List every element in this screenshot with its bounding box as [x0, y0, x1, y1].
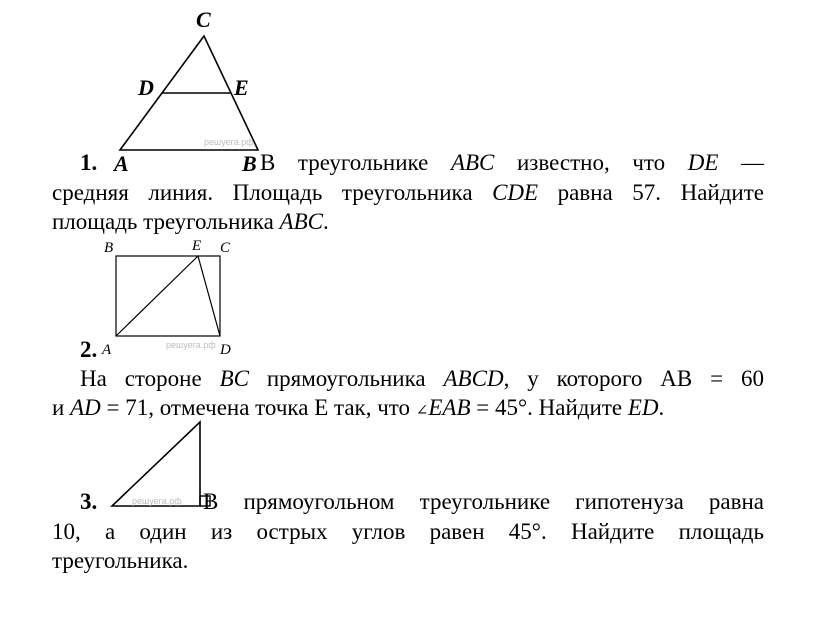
- label-e: E: [192, 238, 202, 254]
- problem-2-number: 2.: [80, 337, 98, 362]
- rectangle-abcd: [116, 256, 220, 336]
- problem-3-line-2: 10, а один из острых углов равен 45°. Найдите площадь: [52, 519, 764, 544]
- watermark: решуега.рф: [132, 496, 182, 506]
- label-b: B: [104, 240, 114, 256]
- label-c: C: [196, 7, 211, 32]
- label-d: D: [220, 342, 231, 358]
- problem-number: 1.: [80, 150, 98, 175]
- label-e: E: [234, 75, 249, 100]
- label-d: D: [138, 75, 154, 100]
- problem-3-line-3: треугольника.: [52, 548, 189, 573]
- problem-3-line-1: В прямоугольном треугольнике гипотенуза равна: [203, 489, 764, 514]
- angle-symbol: ∠: [415, 403, 429, 419]
- problem-3-number: 3.: [80, 489, 98, 514]
- watermark: решуега.рф: [204, 137, 254, 147]
- label-a: A: [102, 342, 112, 358]
- label-b: B: [242, 151, 257, 175]
- problem-1-line-1-text: В треугольнике ABC известно, что DE —: [260, 150, 764, 175]
- segment-ae: [116, 256, 198, 336]
- problem-1-line-3: площадь треугольника ABC.: [52, 209, 329, 234]
- problem-2-line-2: и AD = 71, отмечена точка E так, что ∠EAB = 45°. Найдите ED.: [52, 395, 665, 420]
- watermark: решуега.рф: [166, 340, 216, 350]
- problem-1-line-2: средняя линия. Площадь треугольника CDE равна 57. Найдите: [52, 180, 765, 205]
- segment-ed: [198, 256, 220, 336]
- label-c: C: [220, 240, 231, 256]
- label-a: A: [114, 151, 129, 175]
- problem-2-line-1: На стороне BC прямоугольника ABCD, у которого AB = 60: [80, 366, 764, 391]
